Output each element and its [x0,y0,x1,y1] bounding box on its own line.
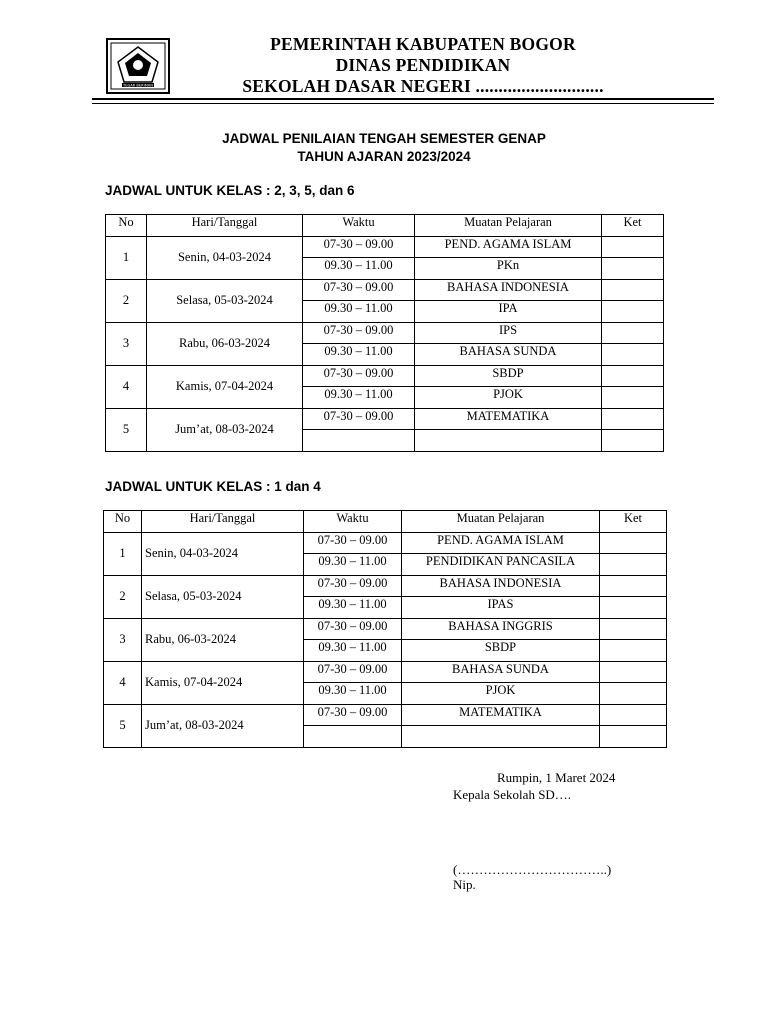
row-day-date: Selasa, 05-03-2024 [147,279,303,322]
row-number: 5 [106,408,147,451]
row-notes [602,301,664,323]
table-row [106,279,664,301]
row-notes [602,430,664,452]
row-notes [602,279,664,301]
row-time [304,726,402,748]
header-no: No [104,511,142,533]
table-row [106,365,664,387]
schedule-table-1 [105,214,664,452]
letterhead-rule-thin [92,103,714,104]
row-number: 3 [106,322,147,365]
row-day-date: Kamis, 07-04-2024 [147,365,303,408]
letterhead-rule-thick [92,98,714,100]
row-notes [600,618,667,640]
header-time: Waktu [304,511,402,533]
schedule-table-2-body [104,511,667,748]
row-subject [402,726,600,748]
row-subject: PEND. AGAMA ISLAM [402,532,600,554]
table-header-row [104,511,667,533]
table2-title: JADWAL UNTUK KELAS : 1 dan 4 [105,479,321,494]
row-time: 07-30 – 09.00 [304,575,402,597]
header-subject: Muatan Pelajaran [415,215,602,237]
row-number: 4 [106,365,147,408]
row-subject: PKn [415,258,602,280]
table-row [106,236,664,258]
row-day-date: Rabu, 06-03-2024 [147,322,303,365]
table1-title: JADWAL UNTUK KELAS : 2, 3, 5, dan 6 [105,183,355,198]
header-day: Hari/Tanggal [147,215,303,237]
row-notes [602,322,664,344]
row-subject: BAHASA INGGRIS [402,618,600,640]
letterhead [92,30,714,106]
row-subject: SBDP [402,640,600,662]
table-row [106,408,664,430]
table-row [106,322,664,344]
row-subject: MATEMATIKA [415,408,602,430]
signature-position: Kepala Sekolah SD…. [453,787,572,802]
government-name: PEMERINTAH KABUPATEN BOGOR [270,34,576,54]
row-time: 07-30 – 09.00 [304,704,402,726]
row-time: 09.30 – 11.00 [304,683,402,705]
row-subject: BAHASA INDONESIA [415,279,602,301]
table-row [104,575,667,597]
row-subject: PENDIDIKAN PANCASILA [402,554,600,576]
row-notes [600,597,667,619]
schedule-table-2 [103,510,667,748]
row-subject: SBDP [415,365,602,387]
row-time: 07-30 – 09.00 [304,661,402,683]
row-number: 2 [106,279,147,322]
table-row [104,704,667,726]
row-time: 09.30 – 11.00 [304,554,402,576]
row-day-date: Senin, 04-03-2024 [142,532,304,575]
row-number: 5 [104,704,142,747]
row-notes [602,408,664,430]
row-day-date: Rabu, 06-03-2024 [142,618,304,661]
row-notes [602,236,664,258]
row-time: 07-30 – 09.00 [304,532,402,554]
row-subject: PJOK [402,683,600,705]
row-time [303,430,415,452]
table-header-row [106,215,664,237]
row-subject: BAHASA INDONESIA [402,575,600,597]
row-notes [602,344,664,366]
row-number: 1 [104,532,142,575]
row-time: 07-30 – 09.00 [303,236,415,258]
title-line-2: TAHUN AJARAN 2023/2024 [297,149,471,164]
row-notes [600,532,667,554]
row-day-date: Selasa, 05-03-2024 [142,575,304,618]
header-time: Waktu [303,215,415,237]
header-notes: Ket [600,511,667,533]
row-day-date: Jum’at, 08-03-2024 [147,408,303,451]
row-number: 2 [104,575,142,618]
row-time: 09.30 – 11.00 [303,344,415,366]
row-number: 3 [104,618,142,661]
row-subject: BAHASA SUNDA [402,661,600,683]
svg-text:TEGAR BERIMAN: TEGAR BERIMAN [123,83,153,88]
row-notes [600,683,667,705]
row-subject: IPA [415,301,602,323]
school-name: SEKOLAH DASAR NEGERI ............................ [242,76,604,96]
signature-place-date: Rumpin, 1 Maret 2024 [497,770,616,785]
row-day-date: Senin, 04-03-2024 [147,236,303,279]
row-subject: IPAS [402,597,600,619]
row-time: 09.30 – 11.00 [303,258,415,280]
row-subject: MATEMATIKA [402,704,600,726]
row-time: 09.30 – 11.00 [303,301,415,323]
header-notes: Ket [602,215,664,237]
row-number: 1 [106,236,147,279]
document-title [0,130,768,166]
schedule-table-1-body [106,215,664,452]
row-day-date: Jum’at, 08-03-2024 [142,704,304,747]
row-time: 07-30 – 09.00 [303,322,415,344]
header-day: Hari/Tanggal [142,511,304,533]
row-notes [602,365,664,387]
table-row [104,532,667,554]
row-subject: BAHASA SUNDA [415,344,602,366]
signature-nip: Nip. [453,877,476,892]
row-notes [600,640,667,662]
row-subject: PEND. AGAMA ISLAM [415,236,602,258]
header-no: No [106,215,147,237]
row-notes [602,387,664,409]
row-notes [600,661,667,683]
row-subject: IPS [415,322,602,344]
signature-name-line: (……………………………..) [453,862,612,877]
row-notes [602,258,664,280]
row-notes [600,554,667,576]
row-time: 07-30 – 09.00 [304,618,402,640]
row-subject [415,430,602,452]
department-name: DINAS PENDIDIKAN [335,55,511,75]
row-time: 09.30 – 11.00 [303,387,415,409]
row-time: 09.30 – 11.00 [304,640,402,662]
header-subject: Muatan Pelajaran [402,511,600,533]
letterhead-text [92,34,754,97]
table-row [104,661,667,683]
row-number: 4 [104,661,142,704]
row-subject: PJOK [415,387,602,409]
row-notes [600,726,667,748]
row-notes [600,575,667,597]
title-line-1: JADWAL PENILAIAN TENGAH SEMESTER GENAP [222,131,546,146]
row-time: 09.30 – 11.00 [304,597,402,619]
table-row [104,618,667,640]
row-time: 07-30 – 09.00 [303,408,415,430]
row-day-date: Kamis, 07-04-2024 [142,661,304,704]
row-time: 07-30 – 09.00 [303,279,415,301]
row-time: 07-30 – 09.00 [303,365,415,387]
row-notes [600,704,667,726]
